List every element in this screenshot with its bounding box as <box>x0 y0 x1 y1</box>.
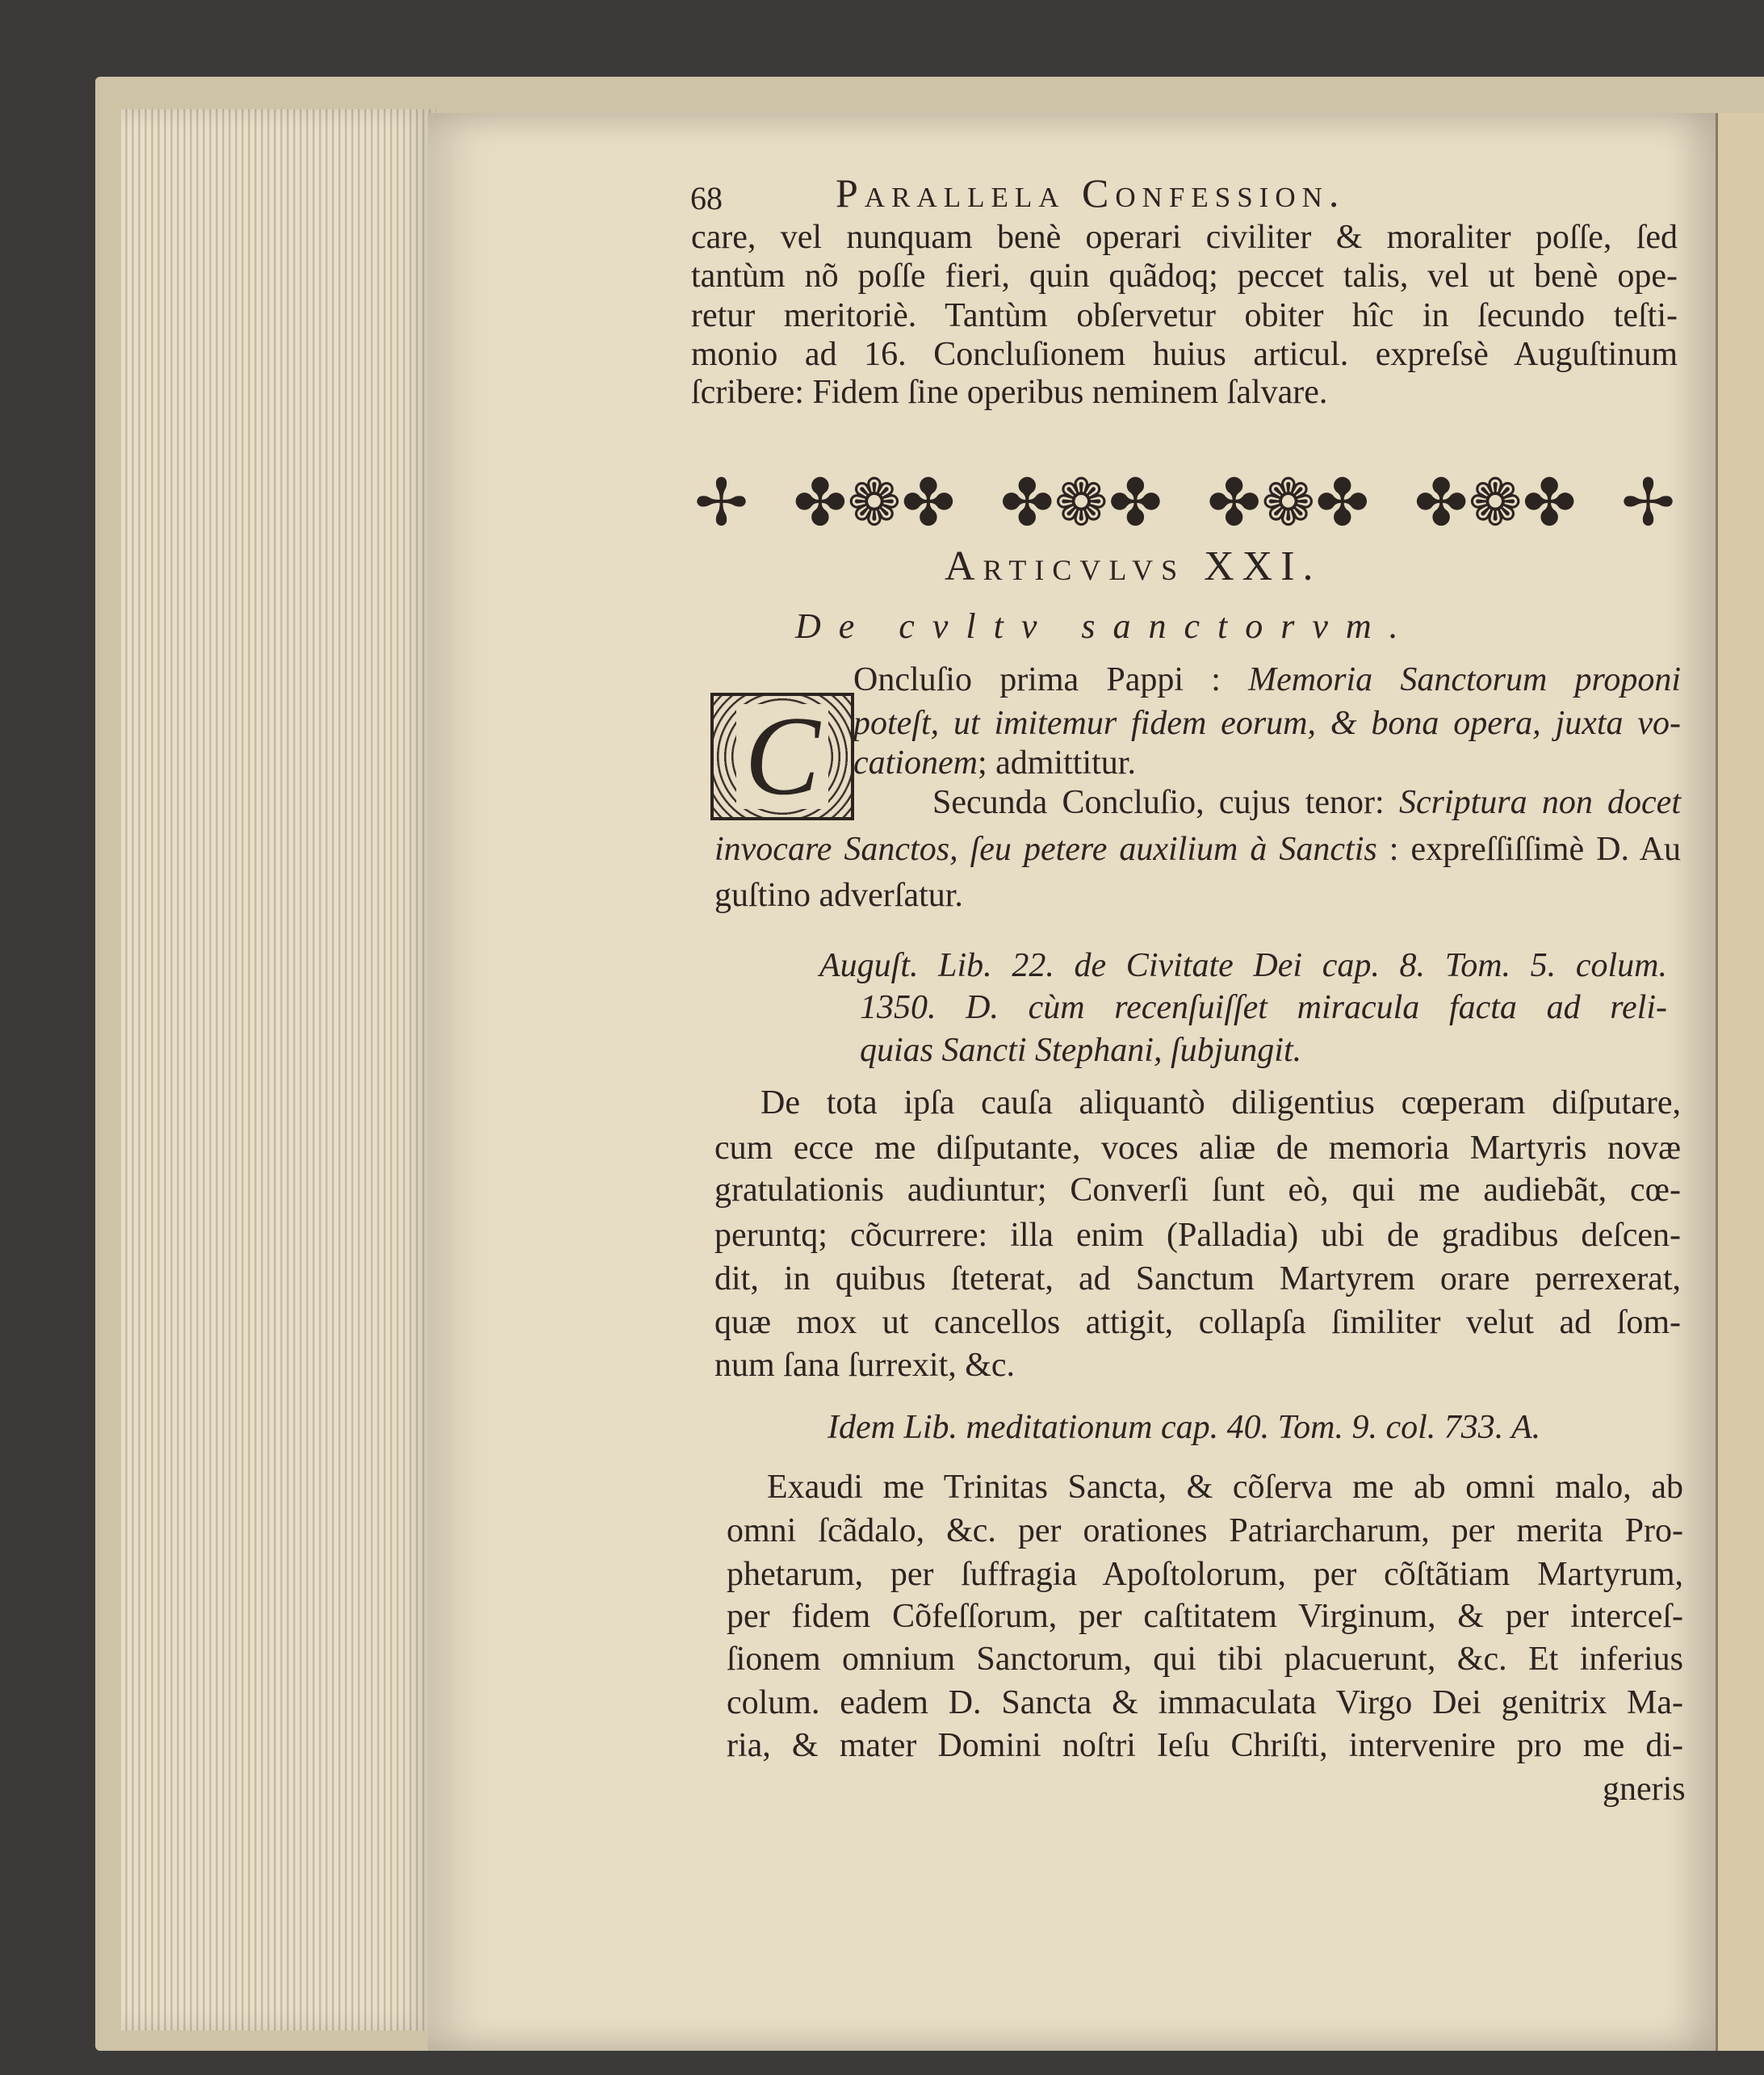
text-line: peruntq; cõcurrere: illa enim (Palladia) ubi de gradibus deſcen- <box>714 1217 1681 1254</box>
ornament-icon: ✤❁✤ <box>1414 467 1577 539</box>
text-line: poteſt, ut imitemur fidem eorum, & bona opera, juxta vo- <box>853 705 1681 742</box>
ornament-icon: ✢ <box>694 467 749 539</box>
text-line: per fidem Cõfeſſorum, per caſtitatem Virginum, & per interceſ- <box>727 1598 1683 1635</box>
text-italic: cationem <box>853 744 978 782</box>
text-line <box>932 783 1681 822</box>
text-line <box>853 744 1681 782</box>
page-edges <box>121 109 436 2031</box>
text-italic: Scriptura non docet <box>1398 784 1681 821</box>
text-line: phetarum, per ſuffragia Apoſtolorum, per cõſtãtiam Martyrum, <box>727 1556 1683 1593</box>
text-line: ſionem omnium Sanctorum, qui tibi placuerunt, &c. Et inferius <box>727 1641 1683 1678</box>
article-subtitle: De cvltv sanctorvm. <box>795 606 1416 646</box>
text-roman: : expreſſiſſimè D. Au <box>1376 831 1682 868</box>
citation-line: 1350. D. cùm recenſuiſſet miracula facta ad reli- <box>860 989 1667 1026</box>
ornament-icon: ✢ <box>1620 467 1675 539</box>
initial-letter: C <box>736 704 828 809</box>
running-title: Parallela Confession. <box>836 170 1346 216</box>
text-line: cum ecce me diſputante, voces aliæ de memoria Martyris novæ <box>714 1130 1681 1167</box>
facing-page-edge <box>1716 113 1764 2051</box>
text-line: tantùm nõ poſſe fieri, quin quãdoq; peccet talis, vel ut benè ope- <box>691 258 1678 295</box>
text-line: colum. eadem D. Sancta & immaculata Virgo Dei genitrix Ma- <box>727 1684 1683 1721</box>
text-line: gratulationis audiuntur; Converſi ſunt eò, qui me audiebãt, cœ- <box>714 1172 1681 1209</box>
text-italic: invocare Sanctos, ſeu petere auxilium à Sanctis <box>714 831 1377 868</box>
text-line <box>714 830 1681 869</box>
citation-line: quias Sancti Stephani, ſubjungit. <box>860 1032 1302 1069</box>
text-line: omni ſcãdalo, &c. per orationes Patriarcharum, per merita Pro- <box>727 1512 1683 1549</box>
text-line: ria, & mater Domini noſtri Ieſu Chriſti, intervenire pro me di- <box>727 1727 1683 1764</box>
ornament-icon: ✤❁✤ <box>1207 467 1370 539</box>
text-line: retur meritoriè. Tantùm obſervetur obiter hîc in ſecundo teſti- <box>691 297 1678 334</box>
ornamental-band <box>694 464 1675 541</box>
text-line: ſcribere: Fidem ſine operibus neminem ſalvare. <box>691 374 1328 411</box>
catchword: gneris <box>1603 1771 1686 1808</box>
text-line: quæ mox ut cancellos attigit, collapſa ſimiliter velut ad ſom- <box>714 1304 1681 1341</box>
text-roman: Oncluſio prima Pappi : <box>853 661 1249 698</box>
page-number: 68 <box>690 180 723 216</box>
text-line: Exaudi me Trinitas Sancta, & cõſerva me ab omni malo, ab <box>767 1469 1683 1506</box>
text-line <box>853 660 1681 699</box>
text-roman: Secunda Concluſio, cujus tenor: <box>932 784 1399 821</box>
ornament-icon: ✤❁✤ <box>793 467 956 539</box>
text-roman: ; admittitur. <box>977 744 1136 782</box>
decorated-initial <box>710 693 854 820</box>
citation-line: Idem Lib. meditationum cap. 40. Tom. 9. col. 733. A. <box>828 1409 1541 1446</box>
text-line: num ſana ſurrexit, &c. <box>714 1347 1016 1384</box>
text-line: De tota ipſa cauſa aliquantò diligentius cœperam diſputare, <box>760 1084 1681 1121</box>
ornament-icon: ✤❁✤ <box>999 467 1163 539</box>
text-line: monio ad 16. Concluſionem huius articul. expreſsè Auguſtinum <box>691 336 1678 373</box>
text-italic: Memoria Sanctorum proponi <box>1248 661 1681 698</box>
text-line: dit, in quibus ſteterat, ad Sanctum Martyrem orare perrexerat, <box>714 1260 1681 1297</box>
text-line: care, vel nunquam benè operari civiliter & moraliter poſſe, ſed <box>691 219 1678 256</box>
text-line: guſtino adverſatur. <box>714 877 963 914</box>
article-heading: Articvlvs XXI. <box>945 543 1322 589</box>
citation-line: Auguſt. Lib. 22. de Civitate Dei cap. 8. Tom. 5. colum. <box>819 947 1667 984</box>
